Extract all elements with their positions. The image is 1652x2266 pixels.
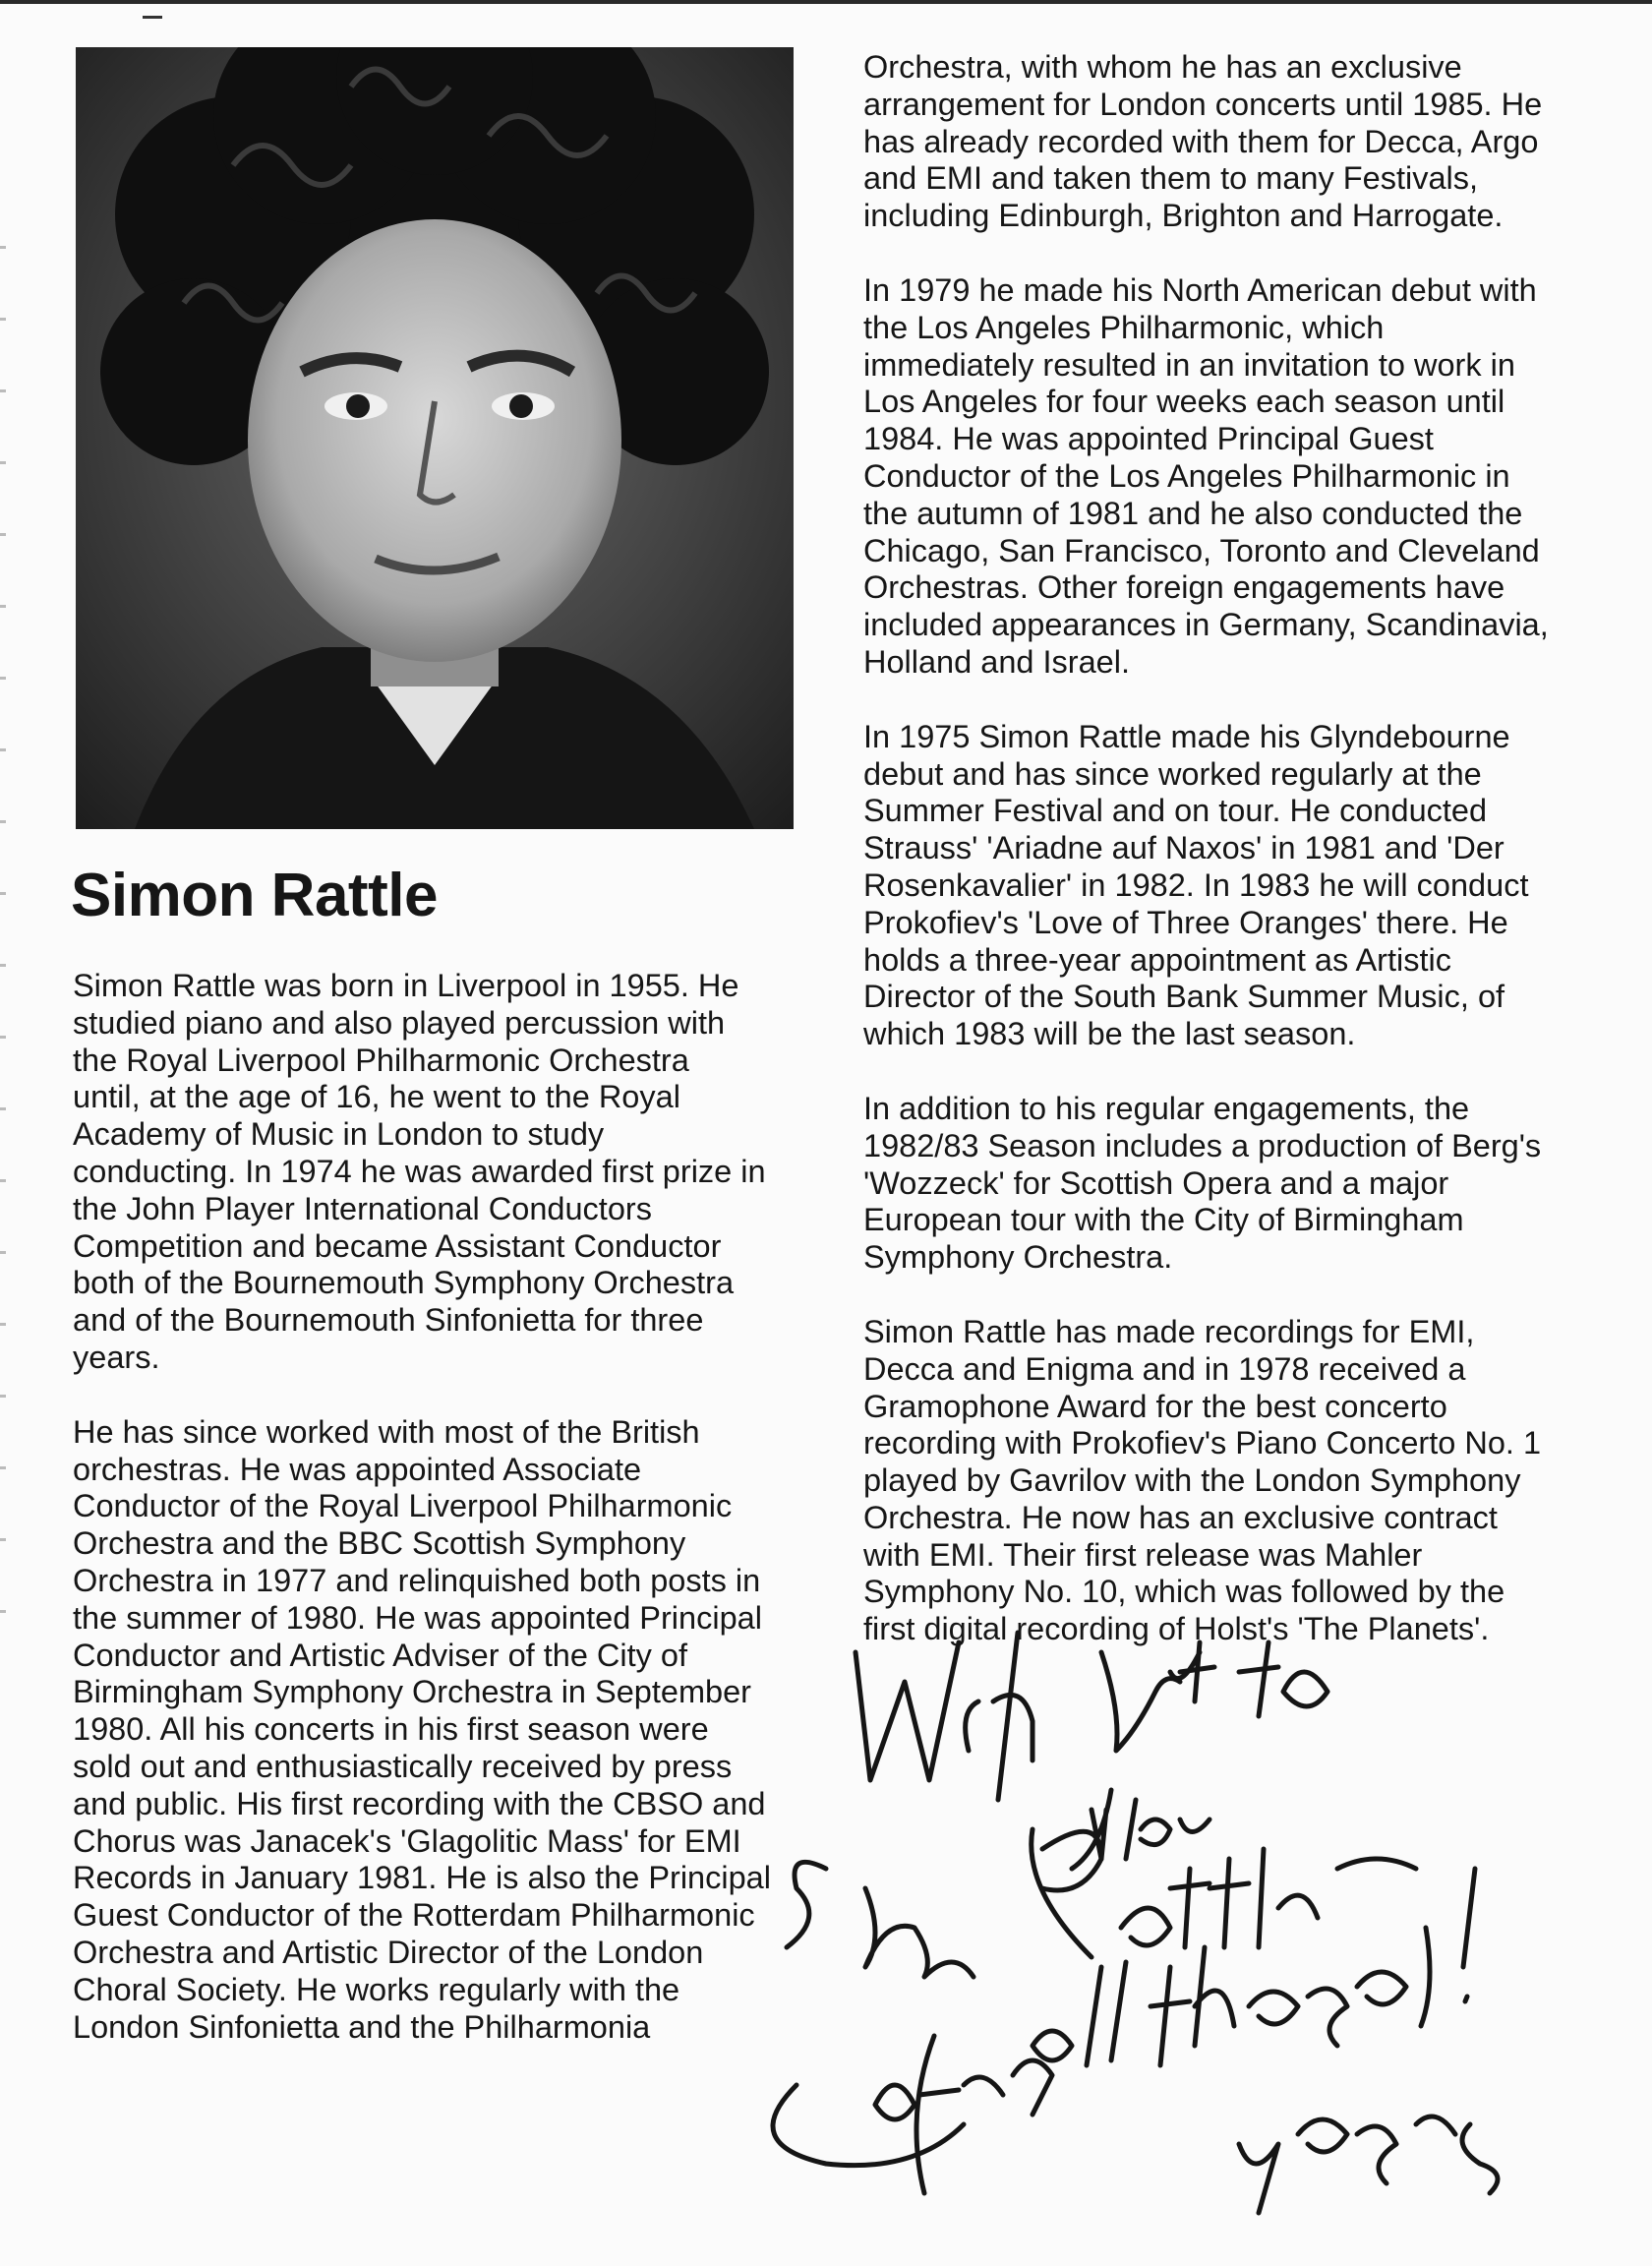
handwritten-signature bbox=[747, 1613, 1652, 2262]
bio-paragraph: He has since worked with most of the British orchestras. He was appointed Associate Conductor of the Royal Liverpool Philharmonic Orchestra and the BBC Scottish Symphony Orchestra in 1977 and relinquished both posts in the summer of 1980. He was appointed Principal Conductor and Artistic Adviser of the City of Birmingham Symphony Orchestra in September 1980. All his concerts in his first season were sold out and enthusiastically received by press and public. His first recording with the CBSO and Chorus was Janacek's 'Glagolitic Mass' for EMI Records in January 1981. He is also the Principal Guest Conductor of the Rotterdam Philharmonic Orchestra and Artistic Director of the London Choral Society. He works regularly with the London Sinfonietta and the Philharmonia bbox=[73, 1413, 771, 2045]
bio-paragraph: In 1979 he made his North American debut with the Los Angeles Philharmonic, which immediately resulted in an invitation to work in Los Angeles for four weeks each season until 1984. He was appointed Principal Guest Conductor of the Los Angeles Philharmonic in the autumn of 1981 and he also conducted the Chicago, San Francisco, Toronto and Cleveland Orchestras. Other foreign engagements have included appearances in Germany, Scandinavia, Holland and Israel. bbox=[863, 271, 1549, 680]
top-tick-mark bbox=[143, 16, 162, 19]
portrait-photo bbox=[76, 47, 794, 829]
page-title: Simon Rattle bbox=[71, 862, 438, 929]
right-column bbox=[863, 49, 1630, 1686]
bio-paragraph: In addition to his regular engagements, the 1982/83 Season includes a production of Berg's 'Wozzeck' for Scottish Opera and a major European tour with the City of Birmingham Symphony Orchestra. bbox=[863, 1090, 1542, 1276]
bio-paragraph: Orchestra, with whom he has an exclusive arrangement for London concerts until 1985. He has already recorded with them for Decca, Argo and EMI and taken them to many Festivals, including Edinburgh, Brighton and Harrogate. bbox=[863, 49, 1543, 234]
binding-edge-marks bbox=[0, 177, 6, 1652]
left-column bbox=[73, 968, 820, 2083]
bio-paragraph: Simon Rattle was born in Liverpool in 1955. He studied piano and also played percussion with the Royal Liverpool Philharmonic Orchestra until, at the age of 16, he went to the Royal Academy of Music in London to study conducting. In 1974 he was awarded first prize in the John Player International Conductors Competition and became Assistant Conductor both of the Bournemouth Symphony Orchestra and of the Bournemouth Sinfonietta for three years. bbox=[73, 968, 766, 1375]
top-rule bbox=[0, 0, 1652, 4]
bio-paragraph: In 1975 Simon Rattle made his Glyndebourne debut and has since worked regularly at the Summer Festival and on tour. He conducted Strauss' 'Ariadne auf Naxos' in 1981 and 'Der Rosenkavalier' in 1982. In 1983 he will conduct Prokofiev's 'Love of Three Oranges' there. He holds a three-year appointment as Artistic Director of the South Bank Summer Music, of which 1983 will be the last season. bbox=[863, 718, 1529, 1052]
bio-paragraph: Simon Rattle has made recordings for EMI, Decca and Enigma and in 1978 received a Gramophone Award for the best concerto recording with Prokofiev's Piano Concerto No. 1 played by Gavrilov with the London Symphony Orchestra. He now has an exclusive contract with EMI. Their first release was Mahler Symphony No. 10, which was followed by the first digital recording of Holst's 'The Planets'. bbox=[863, 1313, 1542, 1647]
